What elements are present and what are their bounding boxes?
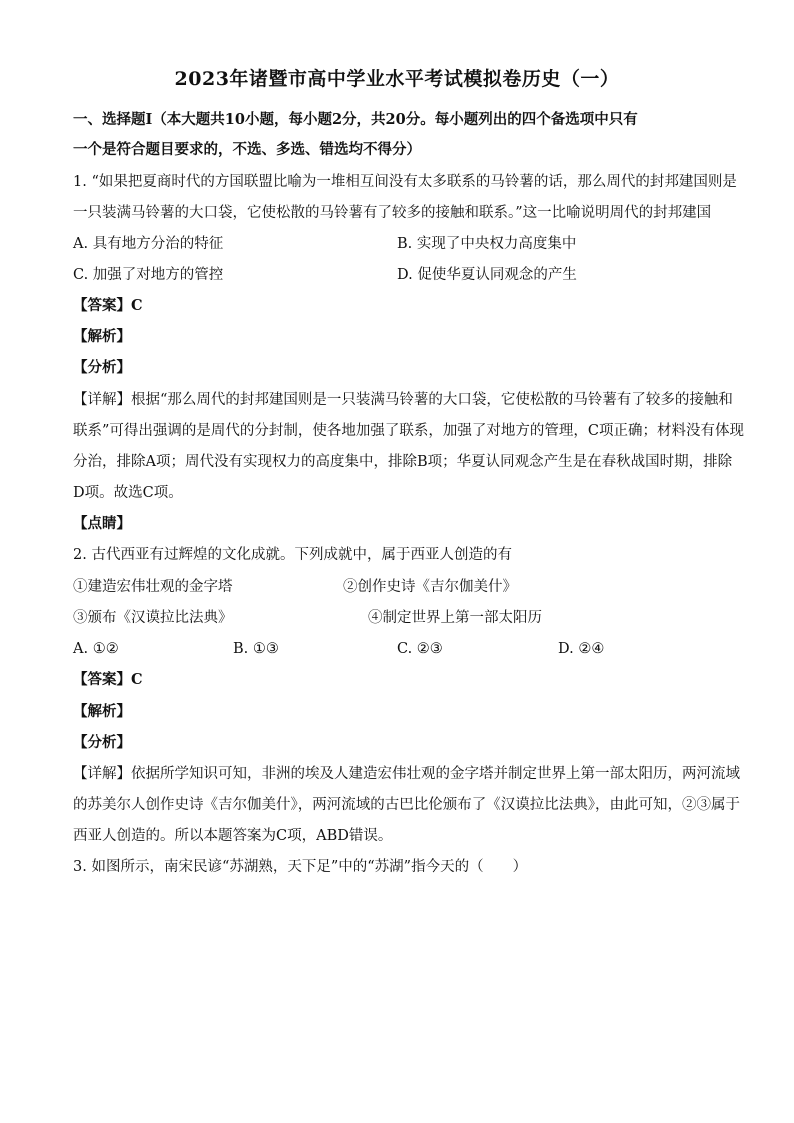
q2-item-1: ①建造宏伟壮观的金字塔 bbox=[73, 579, 233, 595]
q1-detail-line-2: 联系”可得出强调的是周代的分封制，使各地加强了联系，加强了对地方的管理，C项正确；材料没有体现 bbox=[73, 423, 745, 439]
q1-option-d: D. 促使华夏认同观念的产生 bbox=[397, 267, 577, 283]
q1-option-b: B. 实现了中央权力高度集中 bbox=[397, 236, 577, 252]
q1-detail-line-3: 分治，排除A项；周代没有实现权力的高度集中，排除B项；华夏认同观念产生是在春秋战国时期，排除 bbox=[73, 454, 733, 470]
q1-option-c: C. 加强了对地方的管控 bbox=[73, 267, 224, 283]
q2-option-a: A. ①② bbox=[73, 641, 119, 657]
page-title: 2023年诸暨市高中学业水平考试模拟卷历史（一） bbox=[174, 68, 620, 90]
q2-jiexi-label: 【解析】 bbox=[73, 703, 131, 720]
q2-detail-line-3: 西亚人创造的。所以本题答案为C项，ABD错误。 bbox=[73, 828, 393, 844]
q1-stem-line-1: 1. “如果把夏商时代的方国联盟比喻为一堆相互间没有太多联系的马铃薯的话，那么周代的封邦建国则是 bbox=[73, 174, 737, 190]
q1-detail-line-1: 【详解】根据“那么周代的封邦建国则是一只装满马铃薯的大口袋，它使松散的马铃薯有了较多的接触和 bbox=[73, 392, 733, 408]
q1-stem-line-2: 一只装满马铃薯的大口袋，它使松散的马铃薯有了较多的接触和联系。”这一比喻说明周代的封邦建国 bbox=[73, 205, 712, 221]
q2-fenxi-label: 【分析】 bbox=[73, 734, 131, 751]
section-heading-line-2: 一个是符合题目要求的，不选、多选、错选均不得分） bbox=[73, 141, 421, 158]
q1-fenxi-label: 【分析】 bbox=[73, 359, 131, 376]
q1-option-a: A. 具有地方分治的特征 bbox=[73, 236, 224, 252]
q1-detail-line-4: D项。故选C项。 bbox=[73, 485, 183, 501]
q3-stem: 3. 如图所示，南宋民谚“苏湖熟，天下足”中的“苏湖”指今天的（ ） bbox=[73, 859, 528, 875]
q2-item-4: ④制定世界上第一部太阳历 bbox=[368, 610, 542, 626]
q1-answer: 【答案】C bbox=[73, 297, 143, 314]
q2-answer: 【答案】C bbox=[73, 671, 143, 688]
section-heading-line-1: 一、选择题Ⅰ（本大题共10小题，每小题2分，共20分。每小题列出的四个备选项中只有 bbox=[73, 111, 638, 128]
q2-stem: 2. 古代西亚有过辉煌的文化成就。下列成就中，属于西亚人创造的有 bbox=[73, 547, 512, 563]
q2-detail-line-1: 【详解】依据所学知识可知，非洲的埃及人建造宏伟壮观的金字塔并制定世界上第一部太阳历，两河流域 bbox=[73, 766, 740, 782]
q2-detail-line-2: 的苏美尔人创作史诗《吉尔伽美什》，两河流域的古巴比伦颁布了《汉谟拉比法典》，由此可知，②③属于 bbox=[73, 797, 740, 813]
q2-option-c: C. ②③ bbox=[397, 641, 443, 657]
q1-dianjing-label: 【点睛】 bbox=[73, 515, 131, 532]
q2-option-b: B. ①③ bbox=[233, 641, 279, 657]
q1-jiexi-label: 【解析】 bbox=[73, 328, 131, 345]
q2-item-2: ②创作史诗《吉尔伽美什》 bbox=[343, 579, 517, 595]
q2-option-d: D. ②④ bbox=[558, 641, 605, 657]
q2-item-3: ③颁布《汉谟拉比法典》 bbox=[73, 610, 233, 626]
